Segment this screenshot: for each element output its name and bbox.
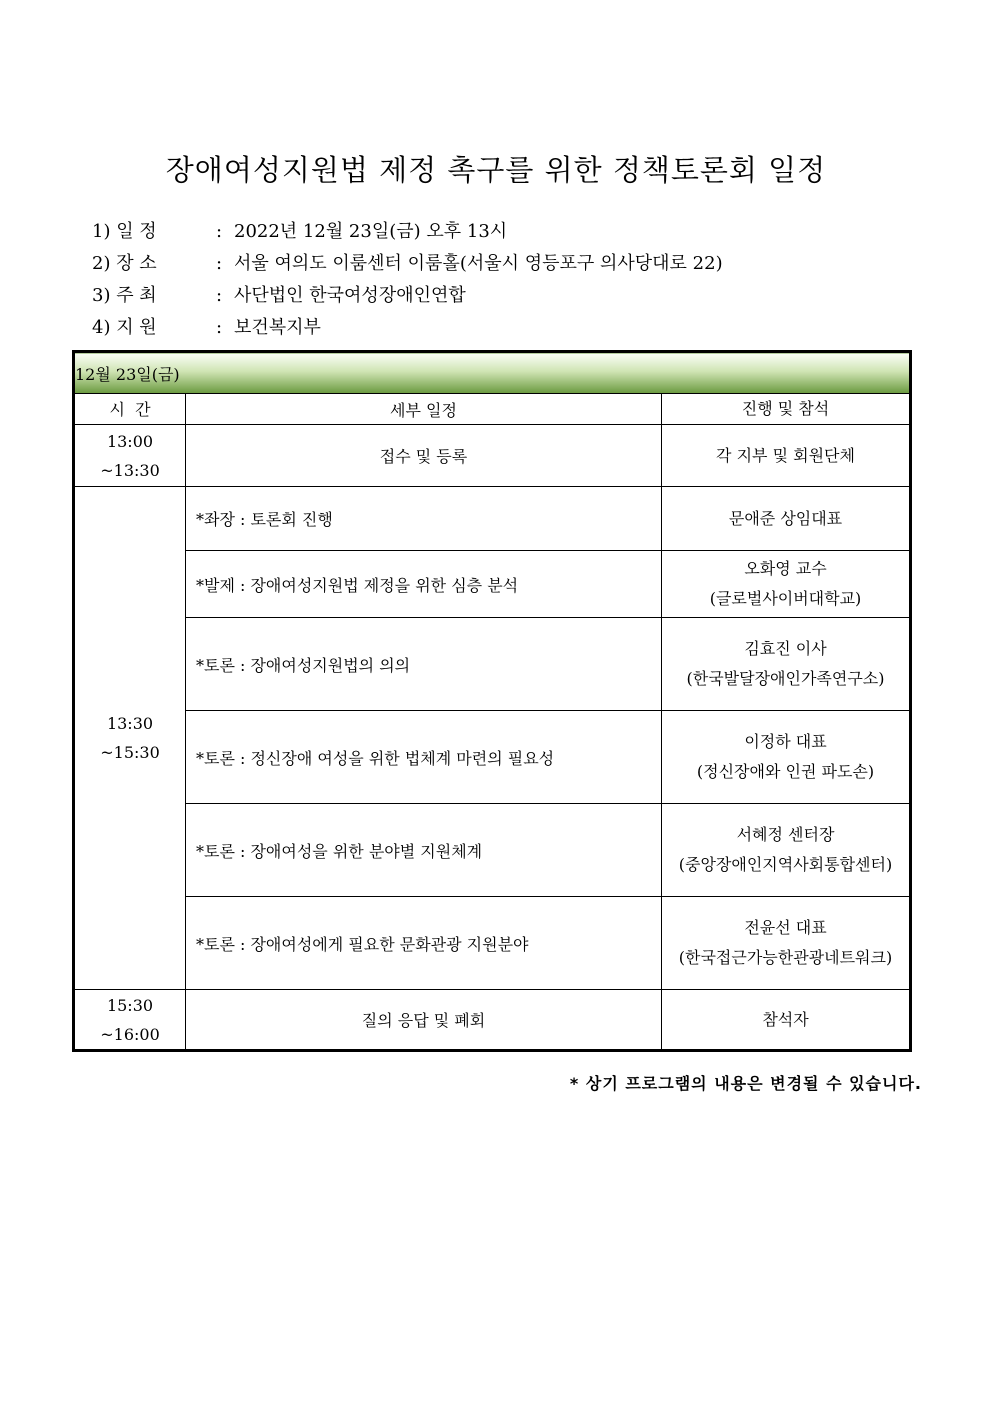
table-row (74, 551, 911, 618)
time-end: ~16:00 (100, 1024, 160, 1044)
info-value: 2022년 12월 23일(금) 오후 13시 (234, 221, 508, 242)
person-cell (662, 804, 911, 897)
person-cell (662, 897, 911, 990)
info-label: 4) 지 원 (92, 317, 157, 338)
header-person: 진행 및 참석 (662, 394, 911, 425)
table-row (74, 897, 911, 990)
header-row (74, 394, 911, 425)
info-label: 3) 주 최 (92, 285, 157, 306)
person-org: (한국발달장애인가족연구소) (686, 669, 885, 688)
time-start: 13:30 (106, 714, 154, 733)
person-cell (662, 618, 911, 711)
person-org: (정신장애와 인권 파도손) (696, 762, 875, 781)
time-cell (74, 425, 186, 487)
person-cell: 참석자 (662, 990, 911, 1051)
table-row (74, 990, 911, 1051)
schedule-date: 12월 23일(금) (74, 352, 911, 394)
header-time: 시 간 (74, 394, 186, 425)
info-row-host: 3) 주 최 : 사단법인 한국여성장애인연합 (92, 280, 723, 312)
info-value: 사단법인 한국여성장애인연합 (234, 285, 466, 306)
info-row-support: 4) 지 원 : 보건복지부 (92, 312, 723, 344)
info-label: 2) 장 소 (92, 253, 157, 274)
detail-cell: 질의 응답 및 폐회 (186, 990, 662, 1051)
time-end: ~15:30 (100, 743, 160, 762)
header-detail: 세부 일정 (186, 394, 662, 425)
info-label: 1) 일 정 (92, 221, 157, 242)
time-start: 13:00 (106, 431, 154, 451)
event-info (92, 216, 723, 344)
detail-cell: *토론 : 장애여성을 위한 분야별 지원체계 (186, 804, 662, 897)
person-name: 김효진 이사 (744, 639, 827, 658)
person-org: (중앙장애인지역사회통합센터) (678, 855, 893, 874)
person-cell (662, 551, 911, 618)
document-title: 장애여성지원법 제정 촉구를 위한 정책토론회 일정 (165, 153, 827, 187)
person-org: (글로벌사이버대학교) (709, 589, 862, 608)
time-start: 15:30 (106, 995, 154, 1015)
detail-cell: *토론 : 장애여성지원법의 의의 (186, 618, 662, 711)
person-cell (662, 487, 911, 551)
footnote: * 상기 프로그램의 내용은 변경될 수 있습니다. (569, 1074, 922, 1093)
detail-cell: *토론 : 장애여성에게 필요한 문화관광 지원분야 (186, 897, 662, 990)
schedule-table (72, 350, 912, 1052)
table-row (74, 425, 911, 487)
info-value: 보건복지부 (234, 317, 321, 338)
info-value: 서울 여의도 이룸센터 이룸홀(서울시 영등포구 의사당대로 22) (234, 253, 723, 274)
detail-cell: 접수 및 등록 (186, 425, 662, 487)
person-cell (662, 711, 911, 804)
detail-cell: *토론 : 정신장애 여성을 위한 법체계 마련의 필요성 (186, 711, 662, 804)
person-cell: 각 지부 및 회원단체 (662, 425, 911, 487)
date-row (74, 352, 911, 394)
info-row-venue: 2) 장 소 : 서울 여의도 이룸센터 이룸홀(서울시 영등포구 의사당대로 22) (92, 248, 723, 280)
person-name: 문애준 상임대표 (728, 508, 843, 528)
person-name: 오화영 교수 (744, 559, 827, 578)
time-cell (74, 990, 186, 1051)
table-row (74, 711, 911, 804)
table-row (74, 804, 911, 897)
time-cell (74, 487, 186, 990)
info-row-date: 1) 일 정 : 2022년 12월 23일(금) 오후 13시 (92, 216, 723, 248)
table-row (74, 618, 911, 711)
detail-cell: *발제 : 장애여성지원법 제정을 위한 심층 분석 (186, 551, 662, 618)
person-name: 서혜정 센터장 (736, 825, 835, 844)
person-org: (한국접근가능한관광네트워크) (678, 948, 893, 967)
table-row (74, 487, 911, 551)
person-name: 전윤선 대표 (744, 918, 827, 937)
detail-cell: *좌장 : 토론회 진행 (186, 487, 662, 551)
time-end: ~13:30 (100, 460, 160, 480)
person-name: 이정하 대표 (744, 732, 827, 751)
